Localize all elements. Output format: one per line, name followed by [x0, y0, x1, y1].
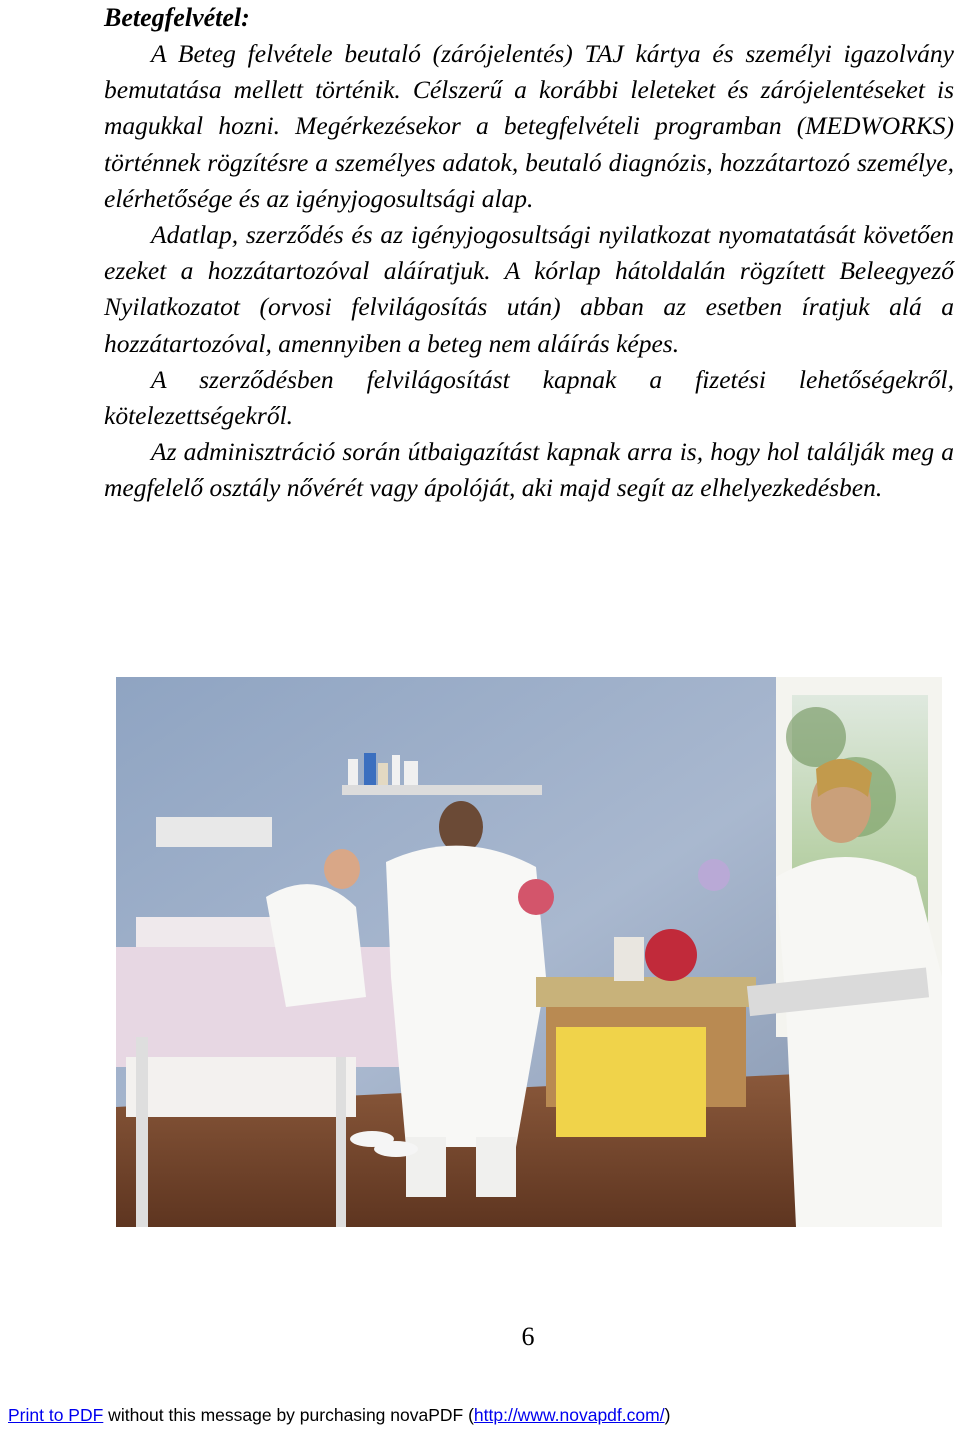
paragraph-3: A szerződésben felvilágosítást kapnak a fizetési lehetőségekről, kötelezettségekről.: [104, 364, 954, 431]
paragraph-4: Az adminisztráció során útbaigazítást kapnak arra is, hogy hol találják meg a megfelelő osztály nővérét vagy ápolóját, aki majd segít az elhelyezkedésben.: [104, 437, 954, 503]
print-footer: [8, 1405, 670, 1426]
footer-end-text: ): [664, 1405, 671, 1425]
document-body: [104, 0, 954, 507]
page-number: 6: [521, 1322, 535, 1351]
paragraph-1: A Beteg felvétele beutaló (zárójelentés) TAJ kártya és személyi igazolvány bemutatása mellett történik. Célszerű a korábbi leleteket és zárójelentéseket is magukkal hozni. Megérkezésekor a betegfelvételi programban (MEDWORKS) történnek rögzítésre a személyes adatok, beutaló diagnózis, hozzátartozó személye, elérhetősége és az igényjogosultsági alap.: [104, 39, 954, 213]
section-heading: Betegfelvétel:: [104, 3, 250, 32]
novapdf-url-link[interactable]: http://www.novapdf.com/: [473, 1405, 665, 1425]
footer-middle-text: without this message by purchasing novaPDF (: [103, 1405, 474, 1425]
hospital-room-photo: [116, 677, 942, 1227]
paragraph-2: Adatlap, szerződés és az igényjogosultsági nyilatkozat nyomatatását követően ezeket a hozzátartozóval aláíratjuk. A kórlap hátoldalán rögzített Beleegyező Nyilatkozatot (orvosi felvilágosítás után) abban az esetben íratjuk alá a hozzátartozóval, amennyiben a beteg nem aláírás képes.: [104, 220, 954, 358]
print-to-pdf-link[interactable]: Print to PDF: [8, 1405, 104, 1425]
